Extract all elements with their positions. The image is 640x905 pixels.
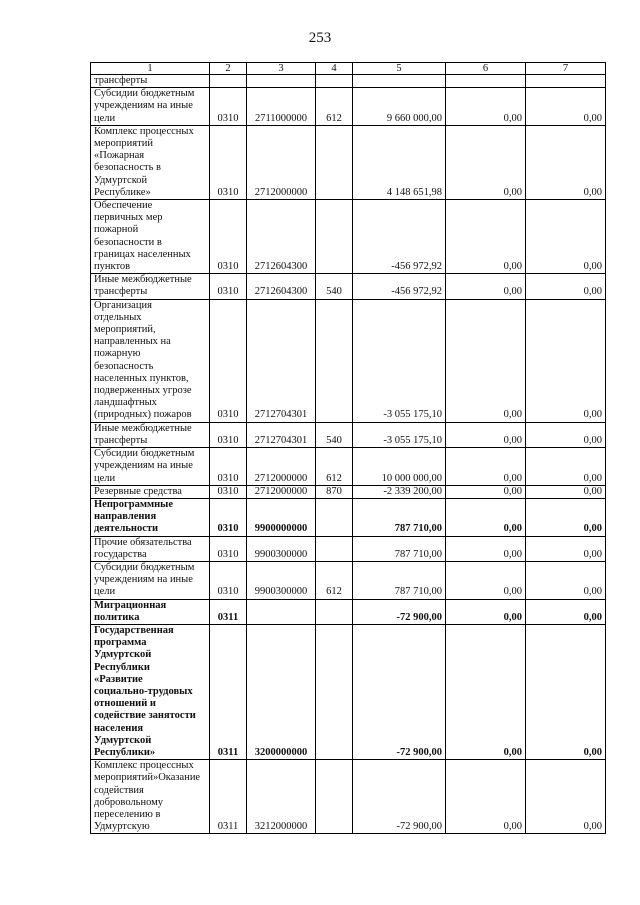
amount-cell: 787 710,00: [353, 561, 446, 599]
page-number: 253: [308, 30, 332, 46]
amount-cell: -72 900,00: [353, 599, 446, 624]
expense-type-cell: 612: [316, 448, 353, 486]
item-name: Комплекс процессных мероприятий»Оказание содействия добровольному переселению в Удмуртскую: [94, 760, 201, 833]
amount-cell: -72 900,00: [353, 624, 446, 759]
item-name-cell: [91, 75, 210, 88]
section-code-cell: 0310: [210, 498, 247, 536]
header-cell: 2: [210, 63, 247, 75]
table-row: [91, 299, 606, 422]
expense-type-cell: [316, 624, 353, 759]
expense-type-cell: 612: [316, 88, 353, 126]
header-cell: 4: [316, 63, 353, 75]
target-article-cell: 9900000000: [247, 498, 316, 536]
amount-cell: 787 710,00: [353, 498, 446, 536]
amount-cell: 787 710,00: [353, 536, 446, 561]
amount-col7-cell: 0,00: [526, 299, 606, 422]
section-code-cell: 0310: [210, 448, 247, 486]
item-name: Непрограммные направления деятельности: [94, 498, 174, 535]
table-row: [91, 88, 606, 126]
item-name: Иные межбюджетные трансферты: [94, 422, 192, 446]
item-name: Организация отдельных мероприятий, направленных на пожарную безопасность населенных пунктов, подверженных угрозе ландшафтных (природных) пожаров: [94, 299, 192, 421]
amount-cell: 9 660 000,00: [353, 88, 446, 126]
item-name: Иные межбюджетные трансферты: [94, 274, 192, 298]
item-name: Комплекс процессных мероприятий «Пожарная безопасность в Удмуртской Республике»: [94, 125, 194, 198]
amount-col6-cell: 0,00: [446, 200, 526, 274]
header-cell: 5: [353, 63, 446, 75]
amount-cell: 10 000 000,00: [353, 448, 446, 486]
amount-col7-cell: 0,00: [526, 599, 606, 624]
table-row: [91, 760, 606, 834]
amount-col6-cell: 0,00: [446, 422, 526, 447]
amount-col6-cell: 0,00: [446, 561, 526, 599]
amount-col6-cell: 0,00: [446, 599, 526, 624]
table-row: [91, 498, 606, 536]
amount-col7-cell: 0,00: [526, 624, 606, 759]
section-code-cell: 0310: [210, 536, 247, 561]
header-cell: 3: [247, 63, 316, 75]
target-article-cell: 2712000000: [247, 125, 316, 199]
section-code-cell: 0310: [210, 561, 247, 599]
item-name-cell: [91, 599, 210, 624]
item-name: Субсидии бюджетным учреждениям на иные цели: [94, 88, 195, 124]
item-name: Миграционная политика: [94, 599, 167, 623]
amount-cell: -456 972,92: [353, 200, 446, 274]
amount-col6-cell: 0,00: [446, 448, 526, 486]
amount-cell: 4 148 651,98: [353, 125, 446, 199]
item-name-cell: [91, 498, 210, 536]
table-row: [91, 624, 606, 759]
amount-cell: -72 900,00: [353, 760, 446, 834]
table-row: [91, 125, 606, 199]
expense-type-cell: [316, 498, 353, 536]
amount-cell: -3 055 175,10: [353, 299, 446, 422]
section-code-cell: 0310: [210, 88, 247, 126]
item-name: трансферты: [94, 75, 148, 86]
section-code-cell: 0310: [210, 422, 247, 447]
amount-col7-cell: 0,00: [526, 274, 606, 299]
expense-type-cell: 540: [316, 274, 353, 299]
section-code-cell: 0310: [210, 299, 247, 422]
expense-type-cell: 612: [316, 561, 353, 599]
amount-col7-cell: 0,00: [526, 536, 606, 561]
amount-col7-cell: 0,00: [526, 200, 606, 274]
amount-col6-cell: 0,00: [446, 299, 526, 422]
amount-col6-cell: [446, 75, 526, 88]
amount-col7-cell: 0,00: [526, 448, 606, 486]
target-article-cell: 2712604300: [247, 200, 316, 274]
item-name: Резервные средства: [94, 485, 182, 497]
item-name-cell: [91, 125, 210, 199]
amount-col6-cell: 0,00: [446, 274, 526, 299]
target-article-cell: 2712704301: [247, 422, 316, 447]
section-code-cell: 0311: [210, 599, 247, 624]
amount-col6-cell: 0,00: [446, 498, 526, 536]
section-code-cell: 0311: [210, 760, 247, 834]
item-name-cell: [91, 422, 210, 447]
expense-type-cell: [316, 760, 353, 834]
target-article-cell: 2711000000: [247, 88, 316, 126]
target-article-cell: 2712000000: [247, 448, 316, 486]
amount-col6-cell: 0,00: [446, 88, 526, 126]
section-code-cell: 0310: [210, 200, 247, 274]
amount-col6-cell: 0,00: [446, 760, 526, 834]
section-code-cell: 0310: [210, 274, 247, 299]
amount-col7-cell: 0,00: [526, 125, 606, 199]
amount-col6-cell: 0,00: [446, 485, 526, 498]
amount-col6-cell: 0,00: [446, 624, 526, 759]
target-article-cell: [247, 599, 316, 624]
item-name: Государственная программа Удмуртской Республики «Развитие социально-трудовых отношений и содействие занятости населения Удмуртской Республики»: [94, 624, 196, 758]
table-row: [91, 485, 606, 498]
amount-col7-cell: [526, 75, 606, 88]
table-row: [91, 536, 606, 561]
expense-type-cell: [316, 536, 353, 561]
section-code-cell: 0310: [210, 485, 247, 498]
table-row: [91, 448, 606, 486]
header-cell: 1: [91, 63, 210, 75]
expense-type-cell: 870: [316, 485, 353, 498]
expense-type-cell: [316, 599, 353, 624]
target-article-cell: 9900300000: [247, 561, 316, 599]
target-article-cell: 3212000000: [247, 760, 316, 834]
table-row: [91, 75, 606, 88]
item-name-cell: [91, 200, 210, 274]
expense-type-cell: [316, 200, 353, 274]
header-cell: 6: [446, 63, 526, 75]
section-code-cell: 0311: [210, 624, 247, 759]
expense-type-cell: [316, 75, 353, 88]
amount-col7-cell: 0,00: [526, 498, 606, 536]
target-article-cell: 2712604300: [247, 274, 316, 299]
table-row: [91, 422, 606, 447]
table-row: [91, 599, 606, 624]
amount-col7-cell: 0,00: [526, 422, 606, 447]
amount-col6-cell: 0,00: [446, 536, 526, 561]
amount-cell: [353, 75, 446, 88]
table-row: [91, 200, 606, 274]
item-name-cell: [91, 624, 210, 759]
target-article-cell: 3200000000: [247, 624, 316, 759]
target-article-cell: 9900300000: [247, 536, 316, 561]
budget-table: [90, 62, 606, 834]
amount-cell: -2 339 200,00: [353, 485, 446, 498]
amount-col7-cell: 0,00: [526, 485, 606, 498]
header-row: [91, 63, 606, 75]
amount-col6-cell: 0,00: [446, 125, 526, 199]
expense-type-cell: [316, 125, 353, 199]
item-name-cell: [91, 760, 210, 834]
header-cell: 7: [526, 63, 606, 75]
target-article-cell: [247, 75, 316, 88]
item-name-cell: [91, 274, 210, 299]
item-name-cell: [91, 299, 210, 422]
item-name: Прочие обязательства государства: [94, 536, 192, 560]
amount-cell: -456 972,92: [353, 274, 446, 299]
section-code-cell: [210, 75, 247, 88]
item-name-cell: [91, 88, 210, 126]
amount-col7-cell: 0,00: [526, 561, 606, 599]
item-name-cell: [91, 448, 210, 486]
amount-cell: -3 055 175,10: [353, 422, 446, 447]
amount-col7-cell: 0,00: [526, 88, 606, 126]
item-name: Субсидии бюджетным учреждениям на иные цели: [94, 448, 195, 484]
target-article-cell: 2712000000: [247, 485, 316, 498]
table-row: [91, 561, 606, 599]
item-name: Субсидии бюджетным учреждениям на иные цели: [94, 561, 195, 598]
item-name-cell: [91, 561, 210, 599]
table-row: [91, 274, 606, 299]
item-name-cell: [91, 485, 210, 498]
section-code-cell: 0310: [210, 125, 247, 199]
target-article-cell: 2712704301: [247, 299, 316, 422]
item-name-cell: [91, 536, 210, 561]
expense-type-cell: [316, 299, 353, 422]
expense-type-cell: 540: [316, 422, 353, 447]
amount-col7-cell: 0,00: [526, 760, 606, 834]
item-name: Обеспечение первичных мер пожарной безопасности в границах населенных пунктов: [94, 200, 191, 273]
